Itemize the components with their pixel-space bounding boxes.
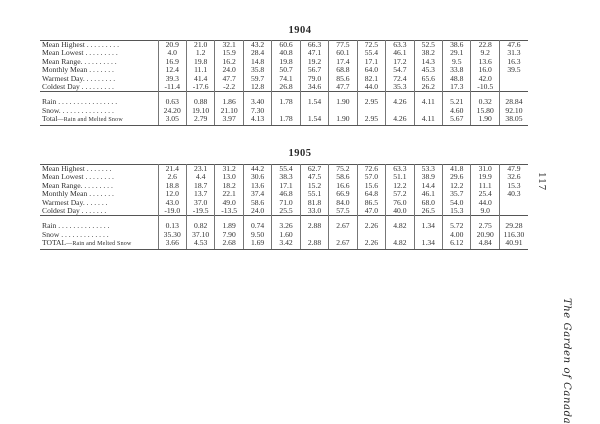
table-row — [40, 182, 528, 190]
cell-value: 16.9 — [158, 58, 186, 66]
cell-value: 4.00 — [443, 231, 471, 239]
cell-value — [499, 199, 528, 207]
row-label: Mean Highest . . . . . . . — [40, 165, 158, 174]
cell-value: 58.6 — [329, 173, 357, 181]
cell-value: 55.4 — [272, 165, 300, 174]
cell-value: 37.10 — [186, 231, 214, 239]
cell-value: 0.32 — [471, 98, 499, 106]
cell-value: 54.7 — [386, 66, 414, 74]
cell-value: 39.5 — [507, 66, 521, 75]
row-label: Monthly Mean . . . . . . . — [40, 190, 158, 198]
cell-value: 44.0 — [357, 83, 385, 92]
table-row — [40, 190, 528, 198]
cell-value: 1.78 — [272, 115, 300, 125]
cell-value: 6.12 — [443, 239, 471, 249]
cell-value: 68.0 — [414, 199, 442, 207]
cell-value — [357, 231, 385, 239]
cell-value — [499, 83, 528, 92]
cell-value: 1.60 — [272, 231, 300, 239]
cell-value: 2.26 — [357, 239, 385, 249]
cell-value: 59.7 — [243, 75, 271, 83]
row-label-sub: —Rain and Melted Snow — [66, 241, 132, 248]
row-label: Rain . . . . . . . . . . . . . . . . — [40, 98, 158, 106]
cell-value: 1.34 — [414, 239, 442, 249]
cell-value: 12.8 — [243, 83, 271, 92]
cell-value: 1.90 — [471, 115, 499, 125]
cell-value: 15.2 — [300, 182, 328, 190]
cell-value: 34.6 — [300, 83, 328, 92]
cell-value: 31.2 — [215, 165, 243, 174]
cell-value: 28.84 — [505, 98, 523, 107]
cell-value: 4.0 — [158, 49, 186, 57]
table-row — [40, 173, 528, 181]
cell-value: 17.3 — [443, 83, 471, 92]
cell-value: -19.0 — [158, 207, 186, 216]
cell-value: 4.82 — [386, 222, 414, 230]
cell-value: 0.82 — [186, 222, 214, 230]
cell-value: 15.6 — [357, 182, 385, 190]
table-body-1904 — [40, 41, 528, 126]
cell-value: 77.5 — [329, 41, 357, 50]
cell-value: 15.80 — [471, 107, 499, 115]
row-label: Snow . . . . . . . . . . . . . — [40, 231, 158, 239]
cell-value: 38.2 — [414, 49, 442, 57]
cell-value: 23.1 — [186, 165, 214, 174]
cell-value: 29.6 — [443, 173, 471, 181]
cell-value: -17.6 — [186, 83, 214, 92]
weather-table-1905 — [40, 164, 528, 250]
cell-value: 22.1 — [215, 190, 243, 198]
cell-value — [300, 231, 328, 239]
cell-value: 45.3 — [414, 66, 442, 74]
cell-value: 1.90 — [329, 115, 357, 125]
cell-value: 47.6 — [499, 41, 528, 50]
cell-value: 82.1 — [357, 75, 385, 83]
row-label: Mean Lowest . . . . . . . . . — [40, 49, 158, 57]
cell-value: 47.7 — [215, 75, 243, 83]
cell-value: 26.8 — [272, 83, 300, 92]
cell-value: 4.60 — [443, 107, 471, 115]
row-label — [40, 239, 158, 249]
cell-value — [414, 231, 442, 239]
cell-value — [414, 107, 442, 115]
cell-value: 60.1 — [329, 49, 357, 57]
cell-value — [300, 107, 328, 115]
cell-value: 85.6 — [329, 75, 357, 83]
cell-value: 1.78 — [272, 98, 300, 106]
cell-value: 64.0 — [357, 66, 385, 74]
cell-value: 53.3 — [414, 165, 442, 174]
cell-value: 25.4 — [471, 190, 499, 198]
cell-value: 1.69 — [243, 239, 271, 249]
cell-value: 37.4 — [243, 190, 271, 198]
row-label: Coldest Day . . . . . . . . . — [40, 83, 158, 92]
row-label: Mean Highest . . . . . . . . . — [40, 41, 158, 50]
cell-value — [357, 107, 385, 115]
row-label: Mean Lowest . . . . . . . . — [40, 173, 158, 181]
cell-value: 15.9 — [215, 49, 243, 57]
cell-value: 3.40 — [243, 98, 271, 106]
cell-value: 14.4 — [414, 182, 442, 190]
cell-value: 52.5 — [414, 41, 442, 50]
cell-value — [499, 75, 528, 83]
table-row — [40, 115, 528, 125]
cell-value: 33.8 — [443, 66, 471, 74]
cell-value — [329, 107, 357, 115]
cell-value: 30.6 — [243, 173, 271, 181]
table-row — [40, 49, 528, 57]
cell-value: 2.88 — [300, 239, 328, 249]
cell-value: 16.2 — [215, 58, 243, 66]
cell-value: 21.10 — [215, 107, 243, 115]
cell-value: 18.7 — [186, 182, 214, 190]
cell-value: 11.1 — [186, 66, 214, 74]
cell-value: 4.26 — [386, 115, 414, 125]
cell-value: 18.2 — [215, 182, 243, 190]
cell-value: 0.88 — [186, 98, 214, 106]
cell-value: 50.7 — [272, 66, 300, 74]
cell-value: 74.1 — [272, 75, 300, 83]
cell-value: 35.7 — [443, 190, 471, 198]
cell-value: 57.0 — [357, 173, 385, 181]
cell-value: 2.95 — [357, 115, 385, 125]
cell-value: 32.6 — [507, 173, 521, 182]
cell-value: 4.4 — [186, 173, 214, 181]
row-label — [40, 115, 158, 125]
cell-value: 41.8 — [443, 165, 471, 174]
cell-value: 79.0 — [300, 75, 328, 83]
cell-value: 22.8 — [471, 41, 499, 50]
cell-value: 14.3 — [414, 58, 442, 66]
table-row — [40, 165, 528, 174]
cell-value: 16.0 — [471, 66, 499, 74]
cell-value: 17.2 — [386, 58, 414, 66]
cell-value: 0.13 — [158, 222, 186, 230]
cell-value: 19.8 — [272, 58, 300, 66]
cell-value: 49.0 — [215, 199, 243, 207]
cell-value: 7.30 — [243, 107, 271, 115]
cell-value: 46.8 — [272, 190, 300, 198]
cell-value: 16.6 — [329, 182, 357, 190]
cell-value: 38.05 — [499, 115, 528, 125]
table-row — [40, 107, 528, 115]
cell-value: 21.4 — [158, 165, 186, 174]
cell-value: 40.8 — [272, 49, 300, 57]
cell-value: 31.3 — [507, 49, 521, 58]
cell-value: -13.5 — [215, 207, 243, 216]
cell-value: 2.6 — [158, 173, 186, 181]
cell-value: 9.0 — [471, 207, 499, 216]
cell-value: 40.91 — [499, 239, 528, 249]
cell-value: 2.26 — [357, 222, 385, 230]
table-row — [40, 239, 528, 249]
cell-value: 1.86 — [215, 98, 243, 106]
cell-value: 17.1 — [272, 182, 300, 190]
cell-value: 35.8 — [243, 66, 271, 74]
cell-value: 11.1 — [471, 182, 499, 190]
cell-value: 2.67 — [329, 222, 357, 230]
table-row — [40, 207, 528, 216]
cell-value: 92.10 — [505, 106, 523, 115]
cell-value: 33.0 — [300, 207, 328, 216]
cell-value: 2.95 — [357, 98, 385, 106]
cell-value: 44.2 — [243, 165, 271, 174]
cell-value: 19.8 — [186, 58, 214, 66]
cell-value: 18.8 — [158, 182, 186, 190]
cell-value: 68.8 — [329, 66, 357, 74]
cell-value: 13.7 — [186, 190, 214, 198]
cell-value: 24.0 — [215, 66, 243, 74]
cell-value: 0.63 — [158, 98, 186, 106]
cell-value: 3.66 — [158, 239, 186, 249]
cell-value: 9.2 — [471, 49, 499, 57]
cell-value: 65.6 — [414, 75, 442, 83]
year-heading-1904: 1904 — [288, 25, 312, 36]
row-label: Monthly Mean . . . . . . . — [40, 66, 158, 74]
cell-value: 55.1 — [300, 190, 328, 198]
cell-value: 4.84 — [471, 239, 499, 249]
cell-value: 26.2 — [414, 83, 442, 92]
cell-value: 29.1 — [443, 49, 471, 57]
weather-table-1904 — [40, 40, 528, 126]
cell-value: 16.3 — [507, 57, 521, 66]
table-row — [40, 98, 528, 106]
cell-value: 71.0 — [272, 199, 300, 207]
year-heading-1905: 1905 — [288, 148, 312, 159]
cell-value: 9.50 — [243, 231, 271, 239]
cell-value: 47.1 — [300, 49, 328, 57]
cell-value — [329, 231, 357, 239]
cell-value: 1.54 — [300, 115, 328, 125]
cell-value: 12.0 — [158, 190, 186, 198]
cell-value: 64.8 — [357, 190, 385, 198]
cell-value: 84.0 — [329, 199, 357, 207]
cell-value: 63.3 — [386, 165, 414, 174]
row-label: Coldest Day . . . . . . . — [40, 207, 158, 216]
cell-value: 29.28 — [505, 222, 523, 231]
table-row — [40, 66, 528, 74]
cell-value: 116.30 — [503, 230, 525, 239]
cell-value: 13.6 — [471, 58, 499, 66]
row-label-main: TOTAL — [42, 239, 67, 248]
cell-value: 1.90 — [329, 98, 357, 106]
cell-value: -10.5 — [471, 83, 499, 92]
cell-value: 38.9 — [414, 173, 442, 181]
cell-value: 1.89 — [215, 222, 243, 230]
cell-value: 20.90 — [471, 231, 499, 239]
cell-value: 63.3 — [386, 41, 414, 50]
cell-value: 57.2 — [386, 190, 414, 198]
cell-value: -11.4 — [158, 83, 186, 92]
row-label: Rain . . . . . . . . . . . . . . — [40, 222, 158, 230]
cell-value — [386, 231, 414, 239]
cell-value: 2.88 — [300, 222, 328, 230]
cell-value: 40.0 — [386, 207, 414, 216]
cell-value: 5.67 — [443, 115, 471, 125]
cell-value: 5.21 — [443, 98, 471, 106]
cell-value: 4.13 — [243, 115, 271, 125]
table-row — [40, 58, 528, 66]
cell-value: 12.4 — [158, 66, 186, 74]
cell-value: 54.0 — [443, 199, 471, 207]
cell-value: 14.8 — [243, 58, 271, 66]
cell-value: 4.26 — [386, 98, 414, 106]
cell-value: 4.82 — [386, 239, 414, 249]
cell-value: -2.2 — [215, 83, 243, 92]
cell-value: 48.8 — [443, 75, 471, 83]
table-row — [40, 231, 528, 239]
cell-value: 4.53 — [186, 239, 214, 249]
cell-value: 12.2 — [386, 182, 414, 190]
cell-value: 47.5 — [300, 173, 328, 181]
cell-value: 1.54 — [300, 98, 328, 106]
cell-value: 7.90 — [215, 231, 243, 239]
cell-value: 75.2 — [329, 165, 357, 174]
row-label: Mean Range. . . . . . . . . . — [40, 58, 158, 66]
cell-value: 72.6 — [357, 165, 385, 174]
cell-value: 46.1 — [386, 49, 414, 57]
cell-value: 47.9 — [499, 165, 528, 174]
cell-value: 66.9 — [329, 190, 357, 198]
cell-value: 1.2 — [186, 49, 214, 57]
cell-value: 19.10 — [186, 107, 214, 115]
cell-value: 21.0 — [186, 41, 214, 50]
cell-value: 2.67 — [329, 239, 357, 249]
cell-value: 37.0 — [186, 199, 214, 207]
cell-value: 3.42 — [272, 239, 300, 249]
cell-value: 0.74 — [243, 222, 271, 230]
cell-value: 66.3 — [300, 41, 328, 50]
cell-value: 26.5 — [414, 207, 442, 216]
cell-value: 81.8 — [300, 199, 328, 207]
cell-value: 24.0 — [243, 207, 271, 216]
table-row — [40, 199, 528, 207]
table-row — [40, 222, 528, 230]
cell-value: 57.5 — [329, 207, 357, 216]
cell-value: 2.75 — [471, 222, 499, 230]
cell-value: 15.3 — [443, 207, 471, 216]
cell-value: 3.26 — [272, 222, 300, 230]
cell-value: 72.5 — [357, 41, 385, 50]
cell-value: 19.2 — [300, 58, 328, 66]
table-body-1905 — [40, 165, 528, 250]
cell-value: 25.5 — [272, 207, 300, 216]
cell-value: 60.6 — [272, 41, 300, 50]
row-label: Warmest Day. . . . . . . . . — [40, 75, 158, 83]
cell-value: 47.7 — [329, 83, 357, 92]
cell-value: 51.1 — [386, 173, 414, 181]
cell-value: 58.6 — [243, 199, 271, 207]
cell-value: 13.6 — [243, 182, 271, 190]
cell-value: 9.5 — [443, 58, 471, 66]
cell-value: 35.30 — [158, 231, 186, 239]
cell-value: 86.5 — [357, 199, 385, 207]
cell-value: 2.68 — [215, 239, 243, 249]
cell-value: 17.1 — [357, 58, 385, 66]
cell-value: -19.5 — [186, 207, 214, 216]
cell-value: 44.0 — [471, 199, 499, 207]
cell-value: 20.9 — [158, 41, 186, 50]
cell-value — [386, 107, 414, 115]
cell-value: 31.0 — [471, 165, 499, 174]
row-label-sub: —Rain and Melted Snow — [57, 117, 123, 124]
cell-value: 12.2 — [443, 182, 471, 190]
row-label: Snow. . . . . . . . . . . . . . . — [40, 107, 158, 115]
cell-value: 1.34 — [414, 222, 442, 230]
row-label-main: Total — [42, 115, 58, 124]
cell-value: 35.3 — [386, 83, 414, 92]
cell-value: 24.20 — [158, 107, 186, 115]
cell-value: 39.3 — [158, 75, 186, 83]
cell-value: 41.4 — [186, 75, 214, 83]
cell-value: 38.6 — [443, 41, 471, 50]
cell-value: 4.11 — [414, 115, 442, 125]
cell-value: 3.97 — [215, 115, 243, 125]
cell-value: 46.1 — [414, 190, 442, 198]
cell-value: 15.3 — [507, 181, 521, 190]
cell-value: 42.0 — [471, 75, 499, 83]
cell-value — [272, 107, 300, 115]
cell-value: 43.2 — [243, 41, 271, 50]
cell-value: 5.72 — [443, 222, 471, 230]
cell-value: 4.11 — [414, 98, 442, 106]
cell-value: 3.05 — [158, 115, 186, 125]
cell-value: 17.4 — [329, 58, 357, 66]
cell-value: 55.4 — [357, 49, 385, 57]
table-row — [40, 83, 528, 92]
cell-value: 32.1 — [215, 41, 243, 50]
cell-value: 47.0 — [357, 207, 385, 216]
row-label: Warmest Day. . . . . . . — [40, 199, 158, 207]
cell-value — [499, 207, 528, 216]
running-title: The Garden of Canada — [561, 298, 572, 424]
cell-value: 19.9 — [471, 173, 499, 181]
cell-value: 2.79 — [186, 115, 214, 125]
cell-value: 13.0 — [215, 173, 243, 181]
cell-value: 40.3 — [507, 190, 521, 199]
cell-value: 38.3 — [272, 173, 300, 181]
cell-value: 72.4 — [386, 75, 414, 83]
cell-value: 62.7 — [300, 165, 328, 174]
cell-value: 43.0 — [158, 199, 186, 207]
cell-value: 56.7 — [300, 66, 328, 74]
row-label: Mean Range. . . . . . . . . — [40, 182, 158, 190]
table-row — [40, 41, 528, 50]
cell-value: 76.0 — [386, 199, 414, 207]
cell-value: 28.4 — [243, 49, 271, 57]
page-number: 117 — [536, 172, 548, 192]
table-row — [40, 75, 528, 83]
